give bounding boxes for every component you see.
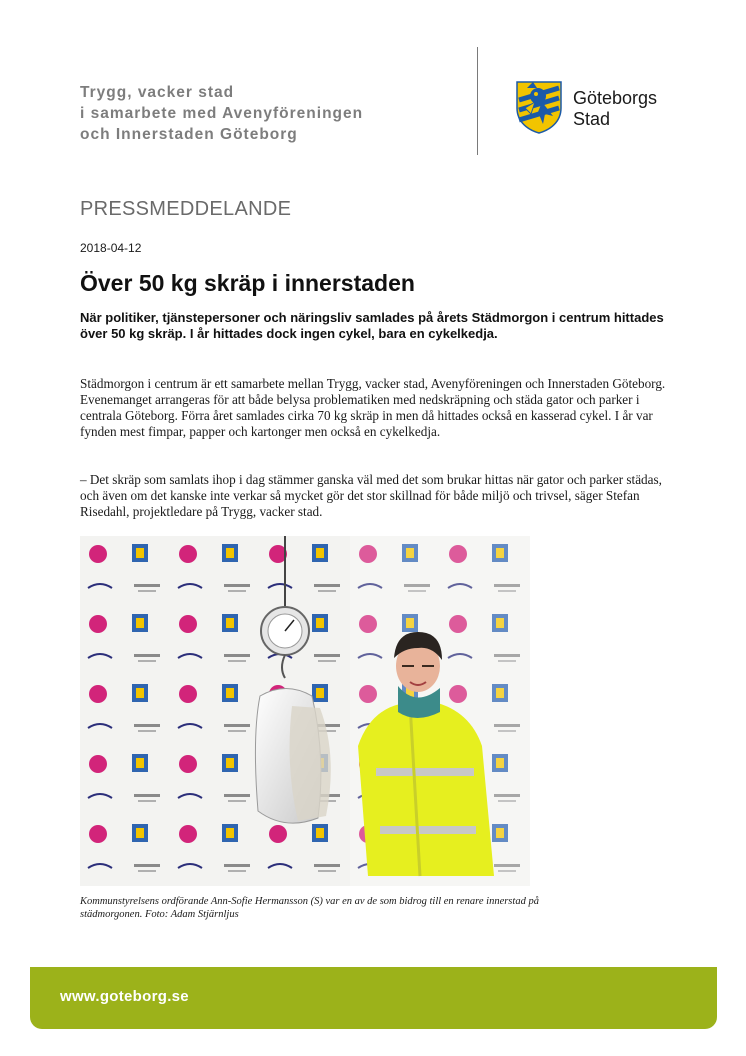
press-photo (80, 536, 530, 886)
publication-date: 2018-04-12 (80, 241, 142, 255)
goteborgs-stad-logo (513, 78, 693, 134)
header-line: Trygg, vacker stad (80, 84, 235, 101)
photo-illustration (80, 536, 530, 886)
logo-line: Stad (573, 109, 611, 129)
header-line: i samarbete med Avenyföreningen (80, 105, 364, 122)
logo-wordmark (573, 88, 657, 130)
footer-website-link[interactable]: www.goteborg.se (60, 988, 189, 1005)
header-divider (477, 47, 478, 155)
photo-caption: Kommunstyrelsens ordförande Ann-Sofie Hermansson (S) var en av de som bidrog till en renare innerstad på städmorgonen. Foto: Adam Stjärnljus (80, 896, 539, 920)
headline: Över 50 kg skräp i innerstaden (80, 270, 415, 296)
body-paragraph-quote: – Det skräp som samlats ihop i dag stämmer ganska väl med det som brukar hittas när gator och parker städas, och även om det kanske inte verkar så mycket gör det stor skillnad för både miljö och trivsel, säger Stefan Risedahl, projektledare på Trygg, vacker stad. (80, 472, 662, 519)
header-organization-text (80, 82, 440, 145)
lead-paragraph: När politiker, tjänstepersoner och näringsliv samlades på årets Städmorgon i centrum hittades över 50 kg skräp. I år hittades dock ingen cykel, bara en cykelkedja. (80, 310, 664, 341)
footer-bar (30, 967, 717, 1029)
header-line: och Innerstaden Göteborg (80, 126, 298, 143)
logo-line: Göteborgs (573, 88, 658, 108)
document-type-label: PRESSMEDDELANDE (80, 198, 292, 220)
body-paragraph: Städmorgon i centrum är ett samarbete mellan Trygg, vacker stad, Avenyföreningen och Innerstaden Göteborg. Evenemanget arrangeras för att både belysa problematiken med nedskräpning och städa gator och parker i centrala Göteborg. Förra året samlades cirka 70 kg skräp in men då hittades också en kasserad cykel. I år var fynden mest fimpar, papper och kartonger men också en cykelkedja. (80, 376, 666, 439)
coat-of-arms-icon (513, 78, 565, 134)
